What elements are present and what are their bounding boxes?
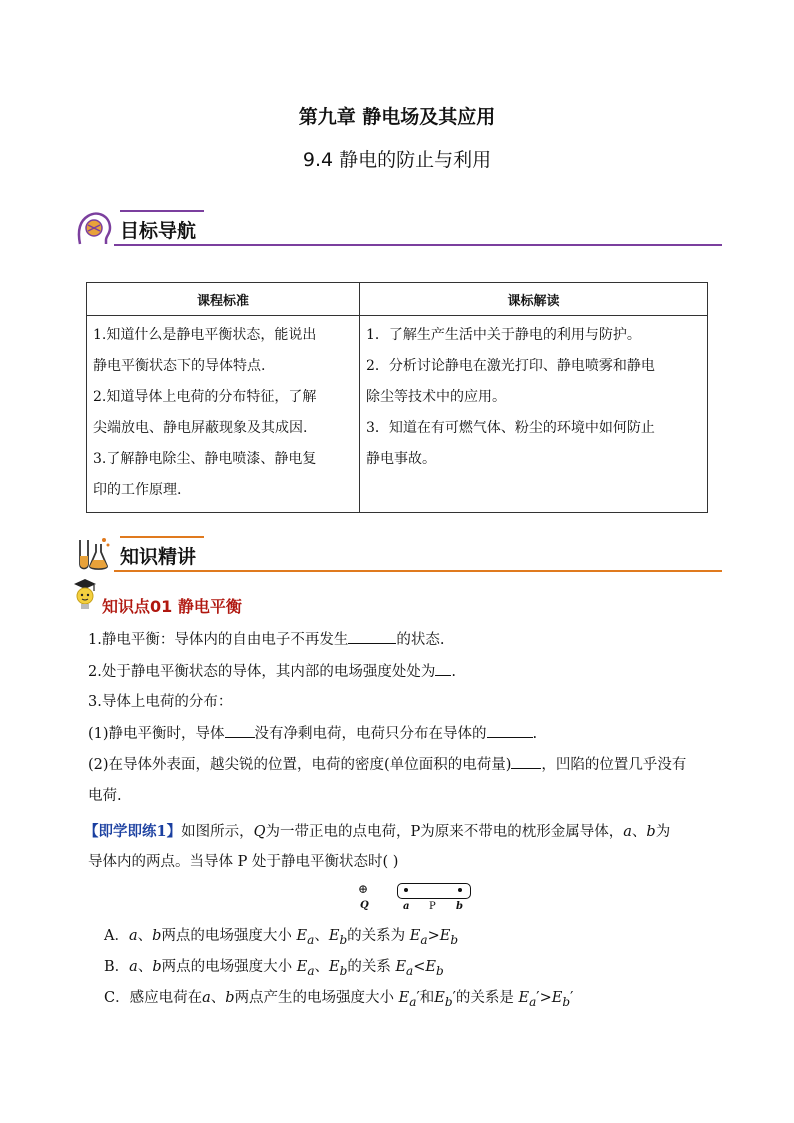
- kp-text: .: [451, 664, 456, 680]
- figure-label-Q: Q: [360, 900, 369, 911]
- table-row: 1．了解生产生活中关于静电的利用与防护。: [366, 327, 641, 343]
- kp-line-5: [88, 754, 686, 775]
- positive-charge-icon: ⊕: [358, 882, 369, 896]
- table-row: 尖端放电、静电屏蔽现象及其成因.: [93, 420, 308, 436]
- opt-var: E: [296, 959, 308, 975]
- fill-blank[interactable]: [511, 754, 541, 769]
- section-title: 9.4 静电的防止与利用: [302, 149, 492, 171]
- table-row: 2.知道导体上电荷的分布特征，了解: [93, 389, 317, 405]
- exercise-figure: [355, 880, 475, 916]
- kp-line-4: [88, 723, 537, 744]
- table-row: 1.知道什么是静电平衡状态，能说出: [93, 327, 317, 343]
- q-var: a: [623, 824, 632, 840]
- header-baseline: [114, 570, 722, 572]
- brain-head-icon: [74, 208, 114, 248]
- knowledge-label: 知识精讲: [120, 546, 197, 568]
- kp-line-1: [88, 629, 444, 650]
- fill-blank[interactable]: [487, 723, 533, 738]
- table-row: 除尘等技术中的应用。: [366, 389, 506, 405]
- q-var: Q: [253, 824, 266, 840]
- kp-text: 的状态.: [396, 632, 445, 648]
- exercise-line-2: 导体内的两点。当导体 P 处于静电平衡状态时( ): [88, 854, 399, 870]
- table-row: 3.了解静电除尘、静电喷漆、静电复: [93, 451, 317, 467]
- kp-text: .: [532, 726, 538, 742]
- option-B[interactable]: [104, 957, 444, 981]
- opt-text: 两点产生的电场强度大小: [234, 990, 395, 1006]
- opt-var: a: [129, 959, 138, 975]
- opt-text: >: [427, 928, 440, 944]
- lab-flask-icon: [74, 534, 114, 574]
- col2-cell: [360, 316, 708, 513]
- opt-var: b: [152, 928, 162, 944]
- table-row: 静电平衡状态下的导体特点.: [93, 358, 266, 374]
- option-A[interactable]: [104, 926, 458, 950]
- opt-var: E: [398, 990, 410, 1006]
- opt-sub: a: [406, 963, 414, 978]
- col2-header: 课标解读: [360, 283, 708, 316]
- point-b: [458, 888, 462, 892]
- option-C[interactable]: [104, 988, 573, 1012]
- figure-label-b: b: [456, 901, 463, 912]
- header-topline: [120, 210, 204, 212]
- kp-text: ，凹陷的位置几乎没有: [541, 757, 687, 773]
- goal-nav-label: 目标导航: [120, 220, 197, 242]
- opt-text: 两点的电场强度大小: [161, 928, 292, 944]
- opt-sub: b: [436, 963, 444, 978]
- opt-sub: b: [339, 932, 348, 947]
- opt-text: ′: [416, 990, 420, 1006]
- opt-sub: b: [450, 932, 459, 947]
- opt-var: E: [395, 959, 407, 975]
- kp-line-6: 电荷.: [88, 788, 122, 804]
- fill-blank[interactable]: [348, 629, 396, 644]
- opt-var: a: [128, 928, 138, 944]
- opt-text: 、: [210, 990, 226, 1006]
- kp-line-2: [88, 661, 456, 682]
- opt-text: 的关系是: [455, 990, 514, 1006]
- table-row: 2．分析讨论静电在激光打印、静电喷雾和静电: [366, 358, 655, 374]
- figure-label-P: P: [429, 901, 436, 912]
- figure-label-a: a: [403, 901, 410, 912]
- opt-var: E: [296, 928, 308, 944]
- opt-text: 两点的电场强度大小: [161, 959, 293, 975]
- opt-sub: b: [339, 963, 348, 978]
- course-standard-table: [86, 282, 708, 513]
- opt-var: b: [225, 990, 235, 1006]
- opt-var: E: [434, 990, 445, 1006]
- exercise-tag: 【即学即练1】: [84, 823, 182, 840]
- opt-sub: a: [409, 994, 417, 1009]
- opt-text: 的关系: [347, 959, 391, 975]
- opt-sub: b: [562, 994, 571, 1009]
- table-row: 印的工作原理.: [93, 482, 182, 498]
- table-row: 静电事故。: [366, 451, 436, 467]
- opt-text: <: [413, 959, 426, 975]
- fill-blank[interactable]: [435, 661, 451, 676]
- opt-text: 、: [314, 928, 329, 944]
- kp-text: (2)在导体外表面，越尖锐的位置，电荷的密度(单位面积的电荷量): [88, 757, 512, 773]
- opt-var: b: [152, 959, 162, 975]
- opt-text: C．感应电荷在: [104, 990, 203, 1006]
- q-text: 、: [631, 824, 647, 840]
- opt-var: E: [439, 928, 451, 944]
- opt-sub: a: [307, 963, 315, 978]
- opt-text: ′: [452, 990, 456, 1006]
- q-text: 如图所示，: [181, 824, 254, 840]
- knowledge-point-title: 知识点01 静电平衡: [102, 597, 242, 616]
- opt-text: 和: [419, 990, 435, 1006]
- col1-cell: [87, 316, 360, 513]
- opt-text: 、: [137, 928, 153, 944]
- opt-var: E: [518, 990, 530, 1006]
- header-baseline: [114, 244, 722, 246]
- opt-var: E: [551, 990, 563, 1006]
- opt-sub: b: [444, 994, 453, 1009]
- kp-text: (1)静电平衡时，导体: [88, 726, 225, 742]
- chapter-title: 第九章 静电场及其应用: [298, 106, 496, 128]
- opt-var: E: [409, 928, 421, 944]
- kp-text: 1.静电平衡：导体内的自由电子不再发生: [88, 632, 349, 648]
- goal-nav-header: [74, 208, 722, 248]
- kp-text: 没有净剩电荷，电荷只分布在导体的: [254, 726, 487, 742]
- q-text: 为一带正电的点电荷，P为原来不带电的枕形金属导体，: [265, 824, 624, 840]
- kp-text: 2.处于静电平衡状态的导体，其内部的电场强度处处为: [88, 664, 436, 680]
- opt-var: E: [425, 959, 436, 975]
- exercise-line-1: [84, 822, 670, 842]
- fill-blank[interactable]: [225, 723, 255, 738]
- opt-text: 、: [137, 959, 153, 975]
- header-topline: [120, 536, 204, 538]
- kp-line-3: 3.导体上电荷的分布：: [88, 694, 233, 710]
- lightbulb-graduate-icon: [70, 576, 100, 612]
- knowledge-header: [74, 534, 722, 574]
- opt-var: E: [329, 959, 340, 975]
- opt-text: 的关系为: [347, 928, 406, 944]
- opt-text: >: [539, 990, 552, 1006]
- opt-sub: a: [529, 994, 537, 1009]
- opt-sub: a: [307, 932, 315, 947]
- opt-text: 、: [314, 959, 330, 975]
- table-row: 3．知道在有可燃气体、粉尘的环境中如何防止: [366, 420, 655, 436]
- q-text: 为: [655, 824, 671, 840]
- opt-text: B．: [104, 959, 130, 975]
- opt-text: ′: [570, 990, 574, 1006]
- opt-text: ′: [536, 990, 540, 1006]
- point-a: [404, 888, 408, 892]
- opt-text: A．: [104, 928, 129, 944]
- q-var: b: [646, 824, 656, 840]
- opt-var: a: [202, 990, 211, 1006]
- col1-header: 课程标准: [87, 283, 360, 316]
- opt-var: E: [328, 928, 340, 944]
- opt-sub: a: [420, 932, 428, 947]
